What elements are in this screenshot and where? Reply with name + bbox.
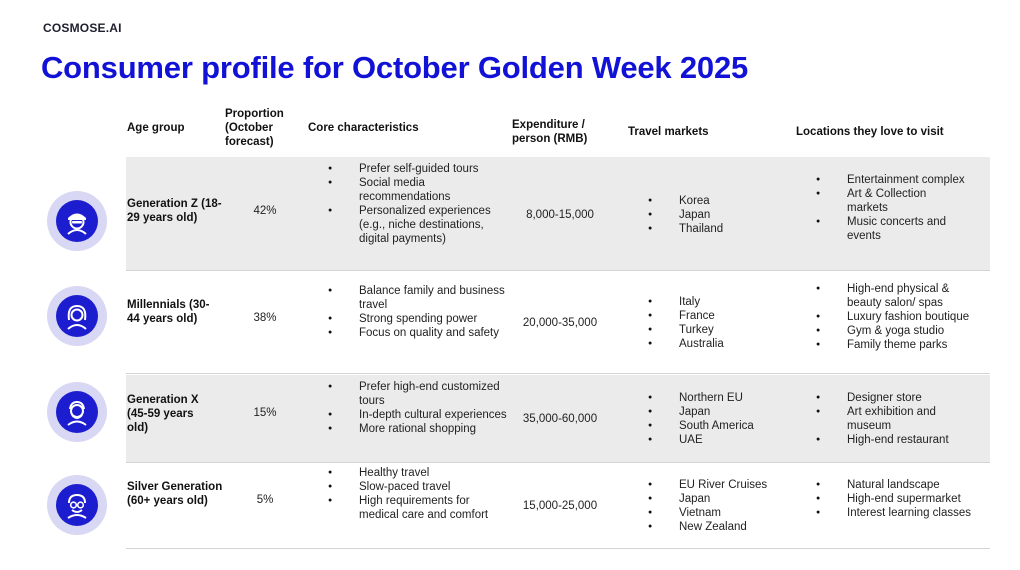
list-item: ● Social media recommendations <box>328 176 508 204</box>
age-group-gen-z: Generation Z (18-29 years old) <box>127 198 222 224</box>
header-age-group: Age group <box>127 122 185 134</box>
silver-generation-avatar-icon <box>47 475 107 535</box>
row-divider <box>126 373 990 374</box>
list-item: ● Art & Collection markets <box>816 187 966 215</box>
list-item: ● Personalized experiences (e.g., niche destinations, digital payments) <box>328 204 508 246</box>
list-item: ● Turkey <box>648 323 788 337</box>
list-item: ● High-end physical & beauty salon/ spas <box>816 282 976 310</box>
proportion-silver: 5% <box>256 494 274 506</box>
list-item: ● Natural landscape <box>816 478 986 492</box>
list-item: ● Healthy travel <box>328 466 508 480</box>
list-item: ● Entertainment complex <box>816 173 966 187</box>
age-group-silver: Silver Generation (60+ years old) <box>127 481 223 507</box>
locations-list-gen-x <box>816 391 976 447</box>
proportion-gen-z: 42% <box>253 205 277 217</box>
list-item: ● Family theme parks <box>816 338 976 352</box>
header-core-characteristics: Core characteristics <box>308 122 419 134</box>
list-item: ● Northern EU <box>648 391 788 405</box>
list-item: ● Balance family and business travel <box>328 284 508 312</box>
row-divider <box>126 270 990 271</box>
list-item: ● More rational shopping <box>328 422 508 436</box>
age-group-gen-x: Generation X (45-59 years old) <box>127 394 199 434</box>
list-item: ● Thailand <box>648 222 788 236</box>
list-item: ● Japan <box>648 492 798 506</box>
list-item: ● Prefer self-guided tours <box>328 162 508 176</box>
header-locations: Locations they love to visit <box>796 126 944 138</box>
characteristics-list-millennials <box>328 284 508 340</box>
list-item: ● New Zealand <box>648 520 798 534</box>
page-title: Consumer profile for October Golden Week 2025 <box>41 50 749 85</box>
list-item: ● Vietnam <box>648 506 798 520</box>
expenditure-gen-z: 8,000-15,000 <box>526 209 594 221</box>
list-item: ● Luxury fashion boutique <box>816 310 976 324</box>
list-item: ● France <box>648 309 788 323</box>
proportion-gen-x: 15% <box>253 407 277 419</box>
list-item: ● High-end restaurant <box>816 433 976 447</box>
expenditure-silver: 15,000-25,000 <box>522 500 598 512</box>
locations-list-gen-z <box>816 173 966 243</box>
list-item: ● Focus on quality and safety <box>328 326 508 340</box>
markets-list-silver <box>648 478 798 534</box>
row-divider <box>126 462 990 463</box>
list-item: ● Prefer high-end customized tours <box>328 380 508 408</box>
list-item: ● High-end supermarket <box>816 492 986 506</box>
markets-list-gen-z <box>648 194 788 236</box>
locations-list-silver <box>816 478 986 520</box>
gen-x-avatar-icon <box>47 382 107 442</box>
locations-list-millennials <box>816 282 976 352</box>
list-item: ● Italy <box>648 295 788 309</box>
markets-list-millennials <box>648 295 788 351</box>
list-item: ● Designer store <box>816 391 976 405</box>
age-group-millennials: Millennials (30-44 years old) <box>127 299 210 325</box>
header-travel-markets: Travel markets <box>628 126 709 138</box>
list-item: ● UAE <box>648 433 788 447</box>
header-expenditure: Expenditure / person (RMB) <box>512 119 588 145</box>
brand-logo-text: COSMOSE.AI <box>43 21 122 35</box>
list-item: ● South America <box>648 419 788 433</box>
characteristics-list-silver <box>328 466 508 522</box>
list-item: ● High requirements for medical care and comfort <box>328 494 508 522</box>
list-item: ● Slow-paced travel <box>328 480 508 494</box>
expenditure-gen-x: 35,000-60,000 <box>522 413 598 425</box>
list-item: ● In-depth cultural experiences <box>328 408 508 422</box>
list-item: ● Japan <box>648 208 788 222</box>
list-item: ● Art exhibition and museum <box>816 405 976 433</box>
list-item: ● EU River Cruises <box>648 478 798 492</box>
millennial-avatar-icon <box>47 286 107 346</box>
list-item: ● Interest learning classes <box>816 506 986 520</box>
header-proportion: Proportion (October forecast) <box>225 108 284 148</box>
markets-list-gen-x <box>648 391 788 447</box>
list-item: ● Japan <box>648 405 788 419</box>
proportion-millennials: 38% <box>253 312 277 324</box>
list-item: ● Music concerts and events <box>816 215 966 243</box>
row-divider <box>126 548 990 549</box>
gen-z-avatar-icon <box>47 191 107 251</box>
expenditure-millennials: 20,000-35,000 <box>522 317 598 329</box>
characteristics-list-gen-x <box>328 380 508 436</box>
list-item: ● Gym & yoga studio <box>816 324 976 338</box>
list-item: ● Australia <box>648 337 788 351</box>
list-item: ● Korea <box>648 194 788 208</box>
characteristics-list-gen-z <box>328 162 508 246</box>
list-item: ● Strong spending power <box>328 312 508 326</box>
